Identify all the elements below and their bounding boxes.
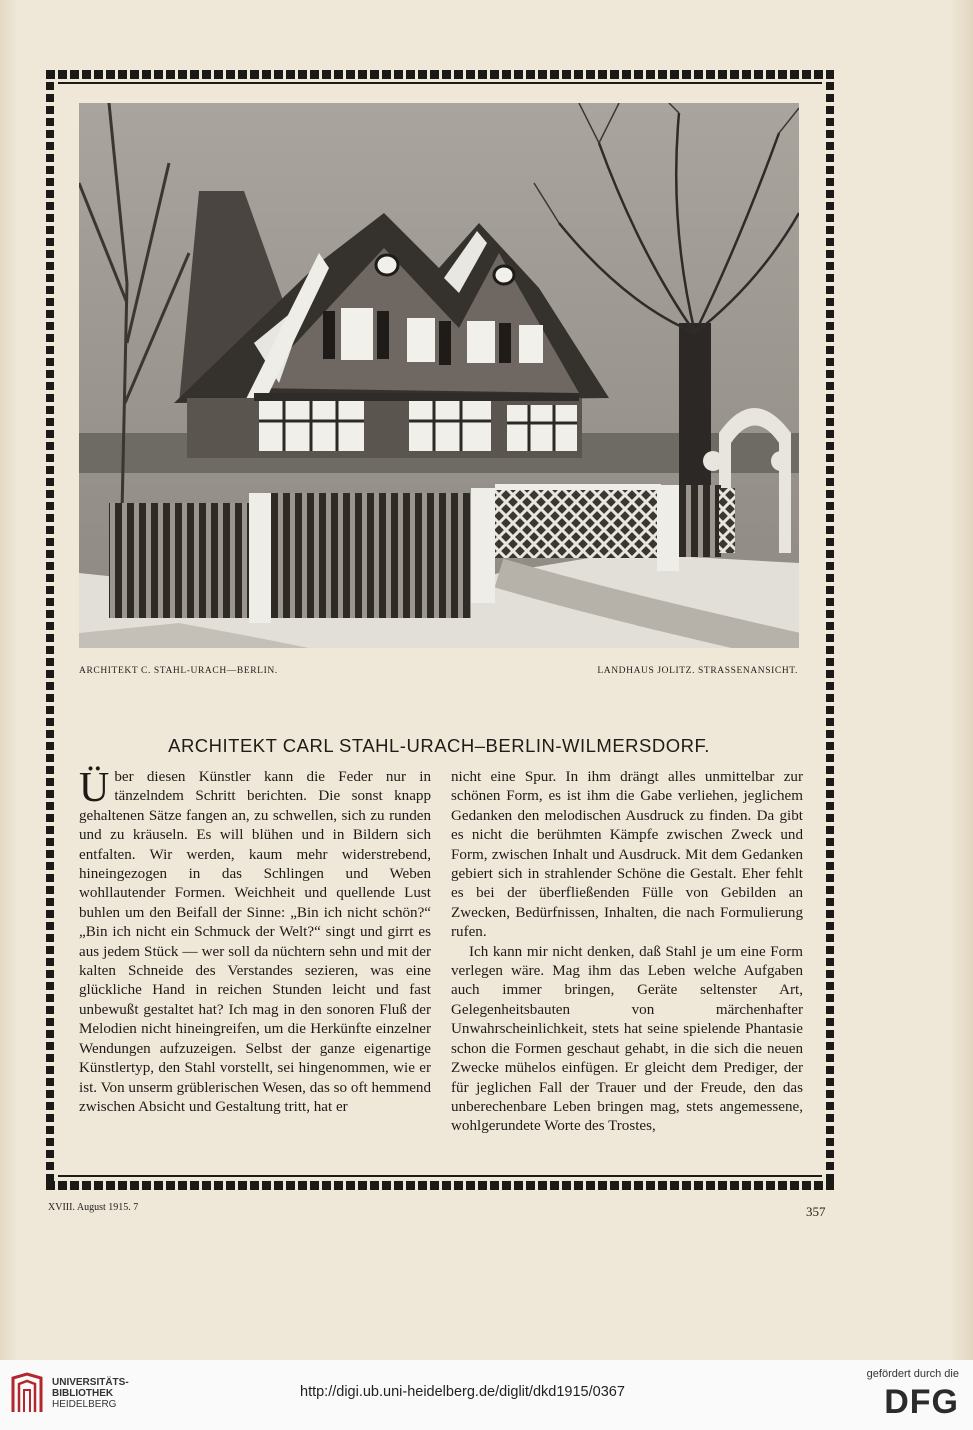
drop-cap: Ü [79, 765, 110, 811]
ornamental-border-right [826, 70, 834, 1190]
library-name-line: UNIVERSITÄTS- [52, 1377, 129, 1388]
ornamental-border-top [46, 70, 834, 79]
digitized-page-link[interactable]: http://digi.ub.uni-heidelberg.de/diglit/dkd1915/0367 [300, 1384, 625, 1400]
house-photograph [79, 103, 799, 648]
text-column-left [79, 765, 431, 1117]
text-column-right [451, 768, 803, 1137]
photo-caption-architect: ARCHITEKT C. STAHL-URACH—BERLIN. [79, 666, 278, 676]
paragraph [79, 765, 431, 1117]
paragraph: nicht eine Spur. In ihm drängt alles unmittelbar zur schönen Form, es ist ihm die Gabe verliehen, jeglichem Gedanken den melodischen Ausdruck zu finden. Da gibt es nicht die berühmten Kämpfe zwischen Zweck und Form, zwischen Inhalt und Ausdruck. Mit dem Gedanken gebiert sich in strahlender Schöne die Gestalt. Eher fehlt es bei der überfließenden Fülle von Gebilden an Zwecken, Bedürfnissen, Inhalten, die nach Formulierung rufen. [451, 769, 803, 941]
photo-caption-title: LANDHAUS JOLITZ. STRASSENANSICHT. [597, 666, 798, 676]
page-number: 357 [806, 1204, 826, 1219]
dfg-logo: DFG [884, 1383, 959, 1421]
issue-signature: XVIII. August 1915. 7 [48, 1202, 139, 1213]
ornamental-border-bottom [46, 1181, 834, 1190]
ornamental-border-left [46, 70, 54, 1190]
university-library-logo-icon [10, 1372, 44, 1416]
house-photo-illustration [79, 103, 799, 648]
library-name-line: BIBLIOTHEK [52, 1388, 114, 1399]
library-name-line: HEIDELBERG [52, 1399, 117, 1410]
funder-label: gefördert durch die [866, 1368, 959, 1380]
border-rule-bottom [58, 1175, 822, 1177]
paragraph: Ich kann mir nicht denken, daß Stahl je um eine Form verlegen wäre. Mag ihm das Leben welche Aufgaben auch immer bringen, Geräte seltenster Art, Gelegenheitsbauten von märchenhafter Unwahrscheinlichkeit, stets hat seine spielende Phantasie schon die Formen geschaut gehabt, in die sich die neuen Zwecke mühelos einfügen. Er gleicht dem Prediger, der für jeglichen Fall der Trauer und der Freude, den das unberechenbare Leben bringen mag, stets angemessene, wohlgerundete Worte des Trostes, [451, 943, 803, 1135]
paragraph-text: ber diesen Künstler kann die Feder nur in tänzelndem Schritt berichten. Die sonst knapp gehaltenen Sätze fangen an, zu schwellen, sich zu runden und zu kräuseln. Es will blühen und in Bildern sich entfalten. Wir werden, kaum mehr widerstrebend, hineingezogen in das Schlingen und Weben wohllautender Formen. Weichheit und quellende Lust buhlen um den Beifall der Sinne: „Bin ich nicht schön?“ „Bin ich nicht ein Schmuck der Welt?“ singt und girrt es aus jedem Stück — wer soll da nüchtern sehn und mit der kalten Schneide des Verstandes sezieren, was eine glückliche Hand in reichen Stunden leicht und fast unbewußt gestaltet hat? Ich mag in den sonoren Fluß der Melodien nicht hineingreifen, um die Herkünfte einzelner Wendungen aufzuzeigen. Selbst der ganze eigenartige Künstlertyp, den Stahl vorstellt, sei hingenommen, wie er ist. Von unserm grüblerischen Wesen, das so oft hemmend zwischen Absicht und Gestaltung tritt, hat er [79, 769, 431, 1115]
library-name [52, 1377, 129, 1410]
article-title: ARCHITEKT CARL STAHL-URACH–BERLIN-WILMERSDORF. [168, 735, 710, 756]
border-rule-top [58, 82, 822, 84]
